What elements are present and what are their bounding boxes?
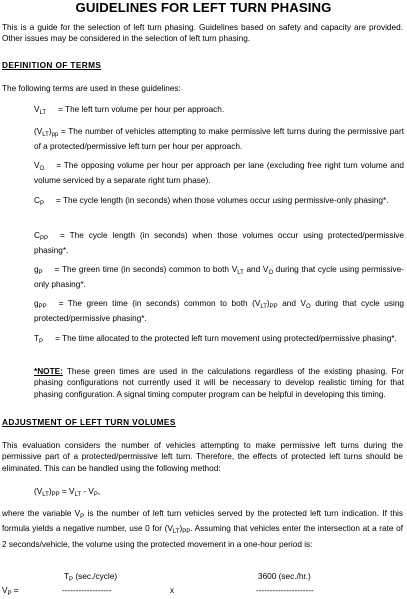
term-tp: $T_P$ = The time allocated to the protected left turn movement using protected/permissive phasing*. [34,334,397,345]
vp-formula-numerator-1: $T_P$ (sec./cycle) [64,572,118,583]
term-cpp: $C_{PP}$ = The cycle length (in seconds) when those volumes occur using protected/permissive phasing*. [34,231,404,256]
page-title: GUIDELINES FOR LEFT TURN PHASING [75,0,332,15]
note-paragraph: *NOTE: These green times are used in the calculations regardless of the existing phasing. For phasing configurations not currently used it will be necessary to develop realistic timing for that phasing configuration. A signal timing computer program can be helpful in developing this timing. [34,367,404,399]
vp-formula-times: x [170,586,175,595]
vp-formula-divider-1: ------------------ [62,586,112,595]
vlt-pp-formula: $(V_{LT})_{PP} = V_{LT} - V_P$, [34,487,101,498]
term-gp: $g_P$ = The green time (in seconds) common to both $V_{LT}$ and $V_O$ during that cycle using permissive-only phasing*. [34,265,404,290]
where-paragraph: where the variable $V_P$ is the number of left turn vehicles served by the protected left turn indication. If this formula yields a negative number, use 0 for $(V_{LT})_{PP}$. Assuming that vehicles enter the intersection at a rate of 2 seconds/vehicle, the volume using the protected movement in a one-hour period is: [2,509,403,549]
vp-formula-numerator-2: 3600 (sec./hr.) [258,572,311,581]
intro-paragraph: This is a guide for the selection of left turn phasing. Guidelines based on safety and capacity are provided. Other issues may be considered in the selection of left turn phasing. [2,23,403,44]
term-vo: $V_O$ = The opposing volume per hour per approach per lane (excluding free right turn volume and volume serviced by a separate right turn phase). [34,161,404,186]
section-heading-definition: DEFINITION OF TERMS [2,61,102,70]
terms-lead: The following terms are used in these guidelines: [2,84,181,93]
term-vlt: $V_{LT}$ = The left turn volume per hour per approach. [34,105,225,116]
term-vlt-pp: $(V_{LT})_{pp}$ = The number of vehicles attempting to make permissive left turns during the permissive part of a protected/permissive left turn per hour per approach. [34,127,404,152]
term-gpp: $g_{PP}$ = The green time (in seconds) common to both $(V_{LT})_{PP}$ and $V_O$ during that cycle using protected/permissive phasing*. [34,299,404,324]
vp-formula-lhs: $V_P$ = [2,586,19,597]
vp-formula-divider-2: --------------------- [256,586,314,595]
section-heading-adjustment: ADJUSTMENT OF LEFT TURN VOLUMES [2,418,176,427]
adjustment-paragraph: This evaluation considers the number of vehicles attempting to make permissive left turns during the permissive part of a protected/permissive left turn. Therefore, the effects of protected left turns should be eliminated. This can be handled using the following method: [2,441,403,473]
term-cp: $C_P$ = The cycle length (in seconds) when those volumes occur using permissive-only phasing*. [34,196,389,207]
